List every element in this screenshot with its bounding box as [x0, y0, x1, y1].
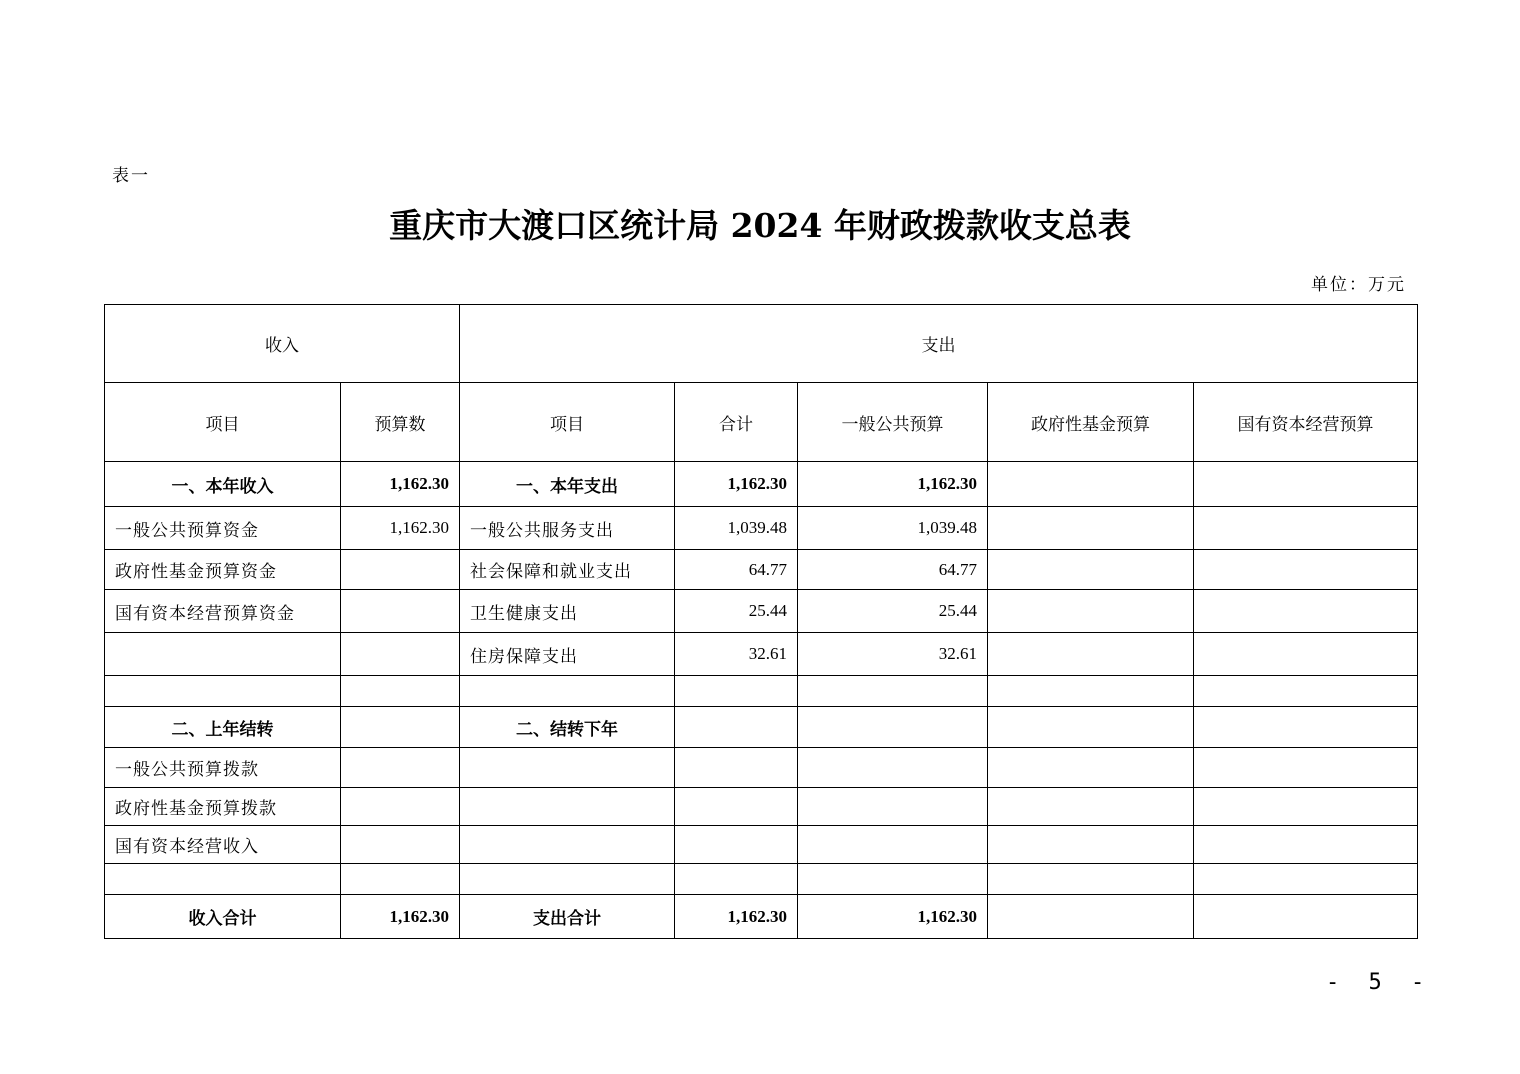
expense-item-cell: 住房保障支出 — [460, 633, 675, 676]
table-row — [105, 507, 1418, 550]
income-item-cell: 国有资本经营预算资金 — [105, 590, 341, 633]
gov-fund-cell — [988, 788, 1194, 826]
gov-fund-cell — [988, 507, 1194, 550]
expense-section-header: 支出 — [460, 305, 1418, 383]
income-item-cell: 一般公共预算拨款 — [105, 748, 341, 788]
general-budget-cell — [798, 707, 988, 748]
income-budget-cell — [341, 748, 460, 788]
col-header-gov-fund-budget: 政府性基金预算 — [988, 383, 1194, 462]
total-cell: 25.44 — [675, 590, 798, 633]
state-capital-cell — [1194, 748, 1418, 788]
income-item-cell: 政府性基金预算拨款 — [105, 788, 341, 826]
gov-fund-cell — [988, 748, 1194, 788]
gov-fund-cell — [988, 895, 1194, 939]
col-header-general-budget: 一般公共预算 — [798, 383, 988, 462]
expense-item-cell: 支出合计 — [460, 895, 675, 939]
table-row — [105, 788, 1418, 826]
general-budget-cell — [798, 676, 988, 707]
col-header-income-item: 项目 — [105, 383, 341, 462]
unit-label: 单位：万元 — [1311, 275, 1406, 295]
state-capital-cell — [1194, 462, 1418, 507]
table-row — [105, 864, 1418, 895]
income-budget-cell — [341, 707, 460, 748]
general-budget-cell: 1,162.30 — [798, 462, 988, 507]
table-row — [105, 633, 1418, 676]
table-row-total — [105, 895, 1418, 939]
total-cell: 1,162.30 — [675, 462, 798, 507]
total-cell: 32.61 — [675, 633, 798, 676]
table-row — [105, 707, 1418, 748]
expense-item-cell: 一般公共服务支出 — [460, 507, 675, 550]
table-row — [105, 462, 1418, 507]
table-row — [105, 826, 1418, 864]
general-budget-cell: 25.44 — [798, 590, 988, 633]
gov-fund-cell — [988, 590, 1194, 633]
gov-fund-cell — [988, 462, 1194, 507]
state-capital-cell — [1194, 895, 1418, 939]
table-label: 表一 — [112, 166, 150, 186]
total-cell: 1,039.48 — [675, 507, 798, 550]
table-row — [105, 676, 1418, 707]
gov-fund-cell — [988, 864, 1194, 895]
budget-summary-table — [104, 304, 1418, 939]
total-cell: 64.77 — [675, 550, 798, 590]
col-header-expense-item: 项目 — [460, 383, 675, 462]
expense-item-cell: 社会保障和就业支出 — [460, 550, 675, 590]
general-budget-cell: 1,162.30 — [798, 895, 988, 939]
total-cell — [675, 707, 798, 748]
income-budget-cell — [341, 633, 460, 676]
col-header-state-capital-budget: 国有资本经营预算 — [1194, 383, 1418, 462]
expense-item-cell — [460, 748, 675, 788]
income-item-cell — [105, 633, 341, 676]
income-budget-cell — [341, 590, 460, 633]
income-item-cell — [105, 676, 341, 707]
total-cell — [675, 826, 798, 864]
income-budget-cell: 1,162.30 — [341, 462, 460, 507]
state-capital-cell — [1194, 826, 1418, 864]
gov-fund-cell — [988, 676, 1194, 707]
table-row — [105, 590, 1418, 633]
income-item-cell: 收入合计 — [105, 895, 341, 939]
income-item-cell: 政府性基金预算资金 — [105, 550, 341, 590]
state-capital-cell — [1194, 507, 1418, 550]
table-row — [105, 748, 1418, 788]
total-cell: 1,162.30 — [675, 895, 798, 939]
income-budget-cell — [341, 864, 460, 895]
column-header-row — [105, 383, 1418, 462]
income-budget-cell — [341, 826, 460, 864]
general-budget-cell: 32.61 — [798, 633, 988, 676]
income-budget-cell: 1,162.30 — [341, 895, 460, 939]
state-capital-cell — [1194, 590, 1418, 633]
table-row — [105, 550, 1418, 590]
income-budget-cell — [341, 550, 460, 590]
income-budget-cell: 1,162.30 — [341, 507, 460, 550]
general-budget-cell — [798, 864, 988, 895]
document-title: 重庆市大渡口区统计局 2024 年财政拨款收支总表 — [389, 206, 1131, 245]
total-cell — [675, 676, 798, 707]
page-number: - 5 - — [1326, 970, 1433, 995]
expense-item-cell — [460, 826, 675, 864]
income-item-cell: 一、本年收入 — [105, 462, 341, 507]
total-cell — [675, 788, 798, 826]
general-budget-cell: 64.77 — [798, 550, 988, 590]
income-budget-cell — [341, 676, 460, 707]
state-capital-cell — [1194, 550, 1418, 590]
state-capital-cell — [1194, 633, 1418, 676]
expense-item-cell — [460, 788, 675, 826]
general-budget-cell — [798, 788, 988, 826]
state-capital-cell — [1194, 788, 1418, 826]
total-cell — [675, 748, 798, 788]
col-header-total: 合计 — [675, 383, 798, 462]
expense-item-cell: 一、本年支出 — [460, 462, 675, 507]
income-item-cell: 一般公共预算资金 — [105, 507, 341, 550]
gov-fund-cell — [988, 550, 1194, 590]
expense-item-cell — [460, 676, 675, 707]
total-cell — [675, 864, 798, 895]
state-capital-cell — [1194, 676, 1418, 707]
general-budget-cell — [798, 748, 988, 788]
general-budget-cell — [798, 826, 988, 864]
income-budget-cell — [341, 788, 460, 826]
expense-item-cell — [460, 864, 675, 895]
state-capital-cell — [1194, 707, 1418, 748]
state-capital-cell — [1194, 864, 1418, 895]
general-budget-cell: 1,039.48 — [798, 507, 988, 550]
gov-fund-cell — [988, 707, 1194, 748]
income-section-header: 收入 — [105, 305, 460, 383]
income-item-cell — [105, 864, 341, 895]
expense-item-cell: 卫生健康支出 — [460, 590, 675, 633]
gov-fund-cell — [988, 826, 1194, 864]
income-item-cell: 国有资本经营收入 — [105, 826, 341, 864]
gov-fund-cell — [988, 633, 1194, 676]
expense-item-cell: 二、结转下年 — [460, 707, 675, 748]
section-header-row — [105, 305, 1418, 383]
income-item-cell: 二、上年结转 — [105, 707, 341, 748]
col-header-income-budget: 预算数 — [341, 383, 460, 462]
